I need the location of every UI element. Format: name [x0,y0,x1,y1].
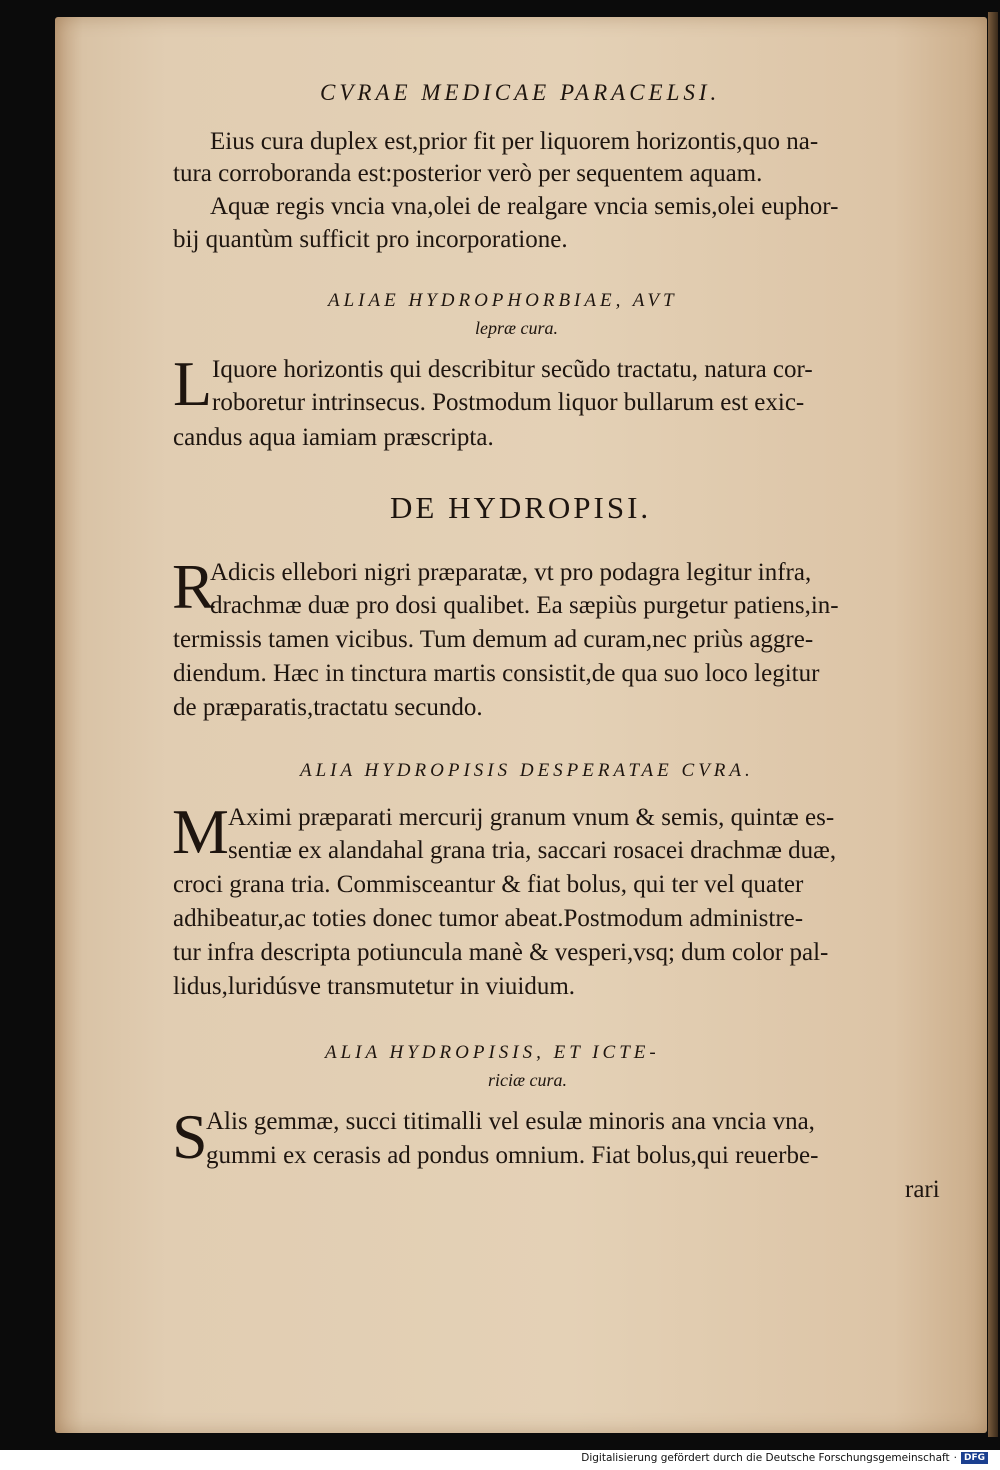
section-heading: ALIAE HYDROPHORBIAE, AVT [328,290,678,311]
drop-initial: R [172,551,215,622]
drop-initial: L [173,348,213,419]
body-line: Aquæ regis vncia vna,olei de realgare vncia semis,olei euphor- [210,193,839,220]
catchword: rari [905,1176,940,1203]
body-line: drachmæ duæ pro dosi qualibet. Ea sæpiùs purgetur patiens,in- [210,592,839,619]
footer-separator: · [953,1452,957,1464]
body-line: lidus,luridúsve transmutetur in viuidum. [173,973,576,1000]
page-edge [988,12,998,1437]
body-line: de præparatis,tractatu secundo. [173,694,483,721]
body-line: candus aqua iamiam præscripta. [173,424,494,451]
section-heading-sub: riciæ cura. [488,1070,567,1090]
body-line: Iquore horizontis qui describitur secũdo tractatu, natura cor- [212,356,813,383]
body-line: Aximi præparati mercurij granum vnum & semis, quintæ es- [228,804,835,831]
body-line: Eius cura duplex est,prior fit per liquorem horizontis,quo na- [210,128,819,155]
dfg-logo-icon: DFG [961,1452,988,1464]
body-line: Alis gemmæ, succi titimalli vel esulæ minoris ana vncia vna, [206,1108,815,1135]
body-line: croci grana tria. Commisceantur & fiat bolus, qui ter vel quater [173,871,804,898]
body-line: sentiæ ex alandahal grana tria, saccari rosacei drachmæ duæ, [228,837,837,864]
drop-initial: S [172,1101,208,1172]
running-head: CVRAE MEDICAE PARACELSI. [320,80,721,105]
body-line: gummi ex cerasis ad pondus omnium. Fiat bolus,qui reuerbe- [206,1142,819,1169]
body-line: tur infra descripta potiuncula manè & vesperi,vsq; dum color pal- [173,939,829,966]
body-line: bij quantùm sufficit pro incorporatione. [173,226,568,253]
footer [581,1452,988,1464]
body-line: termissis tamen vicibus. Tum demum ad curam,nec priùs aggre- [173,626,814,653]
body-line: diendum. Hæc in tinctura martis consistit,de qua suo loco legitur [173,660,820,687]
chapter-title: DE HYDROPISI. [390,490,652,525]
section-heading: ALIA HYDROPISIS, ET ICTE- [325,1042,660,1063]
section-heading-sub: lepræ cura. [475,318,558,338]
drop-initial: M [172,796,229,867]
section-heading: ALIA HYDROPISIS DESPERATAE CVRA. [300,760,754,781]
body-line: Adicis ellebori nigri præparatæ, vt pro podagra legitur infra, [210,559,812,586]
footer-text: Digitalisierung gefördert durch die Deutsche Forschungsgemeinschaft [581,1452,950,1464]
body-line: adhibeatur,ac toties donec tumor abeat.Postmodum administre- [173,905,804,932]
body-line: tura corroboranda est:posterior verò per sequentem aquam. [173,160,763,187]
body-line: roboretur intrinsecus. Postmodum liquor bullarum est exic- [212,389,805,416]
